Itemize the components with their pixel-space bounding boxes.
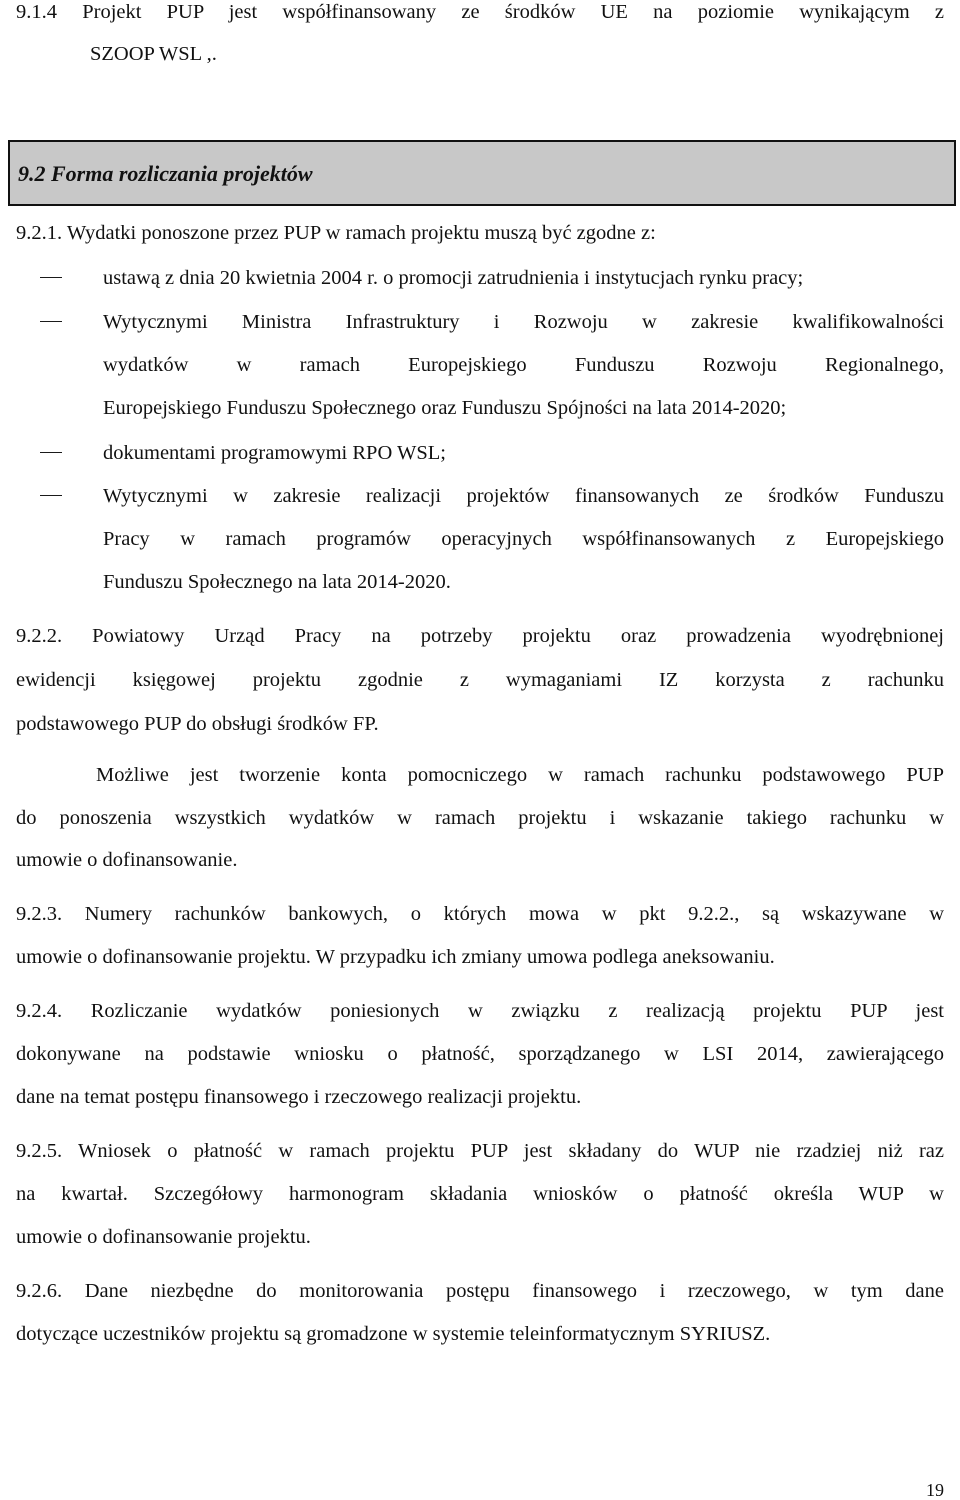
text-line: podstawowego PUP do obsługi środków FP. [16,713,379,735]
text-line: umowie o dofinansowanie. [16,849,238,871]
text-line: 9.2.5. Wniosek o płatność w ramach projektu PUP jest składany do WUP nie rzadziej niż raz [16,1140,944,1162]
dash-bullet [40,452,62,453]
bullet-text: dokumentami programowymi RPO WSL; [103,442,446,464]
text-line: 9.2.6. Dane niezbędne do monitorowania postępu finansowego i rzeczowego, w tym dane [16,1280,944,1302]
text-line: dane na temat postępu finansowego i rzeczowego realizacji projektu. [16,1086,582,1108]
bullet-text: Europejskiego Funduszu Społecznego oraz Funduszu Spójności na lata 2014-2020; [103,397,787,419]
bullet-text: Wytycznymi Ministra Infrastruktury i Rozwoju w zakresie kwalifikowalności [103,311,944,333]
bullet-text: Wytycznymi w zakresie realizacji projektów finansowanych ze środków Funduszu [103,485,944,507]
section-title: 9.2 Forma rozliczania projektów [18,161,313,186]
bullet-text: Funduszu Społecznego na lata 2014-2020. [103,571,451,593]
text-line: ewidencji księgowej projektu zgodnie z wymaganiami IZ korzysta z rachunku [16,669,944,691]
text-line: SZOOP WSL ,. [90,43,217,65]
dash-bullet [40,277,62,278]
text-line: 9.2.3. Numery rachunków bankowych, o których mowa w pkt 9.2.2., są wskazywane w [16,903,944,925]
page-number: 19 [926,1480,944,1500]
text-line: do ponoszenia wszystkich wydatków w ramach projektu i wskazanie takiego rachunku w [16,807,944,829]
dash-bullet [40,321,62,322]
text-line: 9.2.4. Rozliczanie wydatków poniesionych w związku z realizacją projektu PUP jest [16,1000,944,1022]
dash-bullet [40,495,62,496]
text-line: 9.2.2. Powiatowy Urząd Pracy na potrzeby projektu oraz prowadzenia wyodrębnionej [16,625,944,647]
bullet-text: Pracy w ramach programów operacyjnych współfinansowanych z Europejskiego [103,528,944,550]
bullet-text: ustawą z dnia 20 kwietnia 2004 r. o promocji zatrudnienia i instytucjach rynku pracy; [103,267,804,289]
text-line: dokonywane na podstawie wniosku o płatność, sporządzanego w LSI 2014, zawierającego [16,1043,944,1065]
text-line: umowie o dofinansowanie projektu. W przypadku ich zmiany umowa podlega aneksowaniu. [16,946,775,968]
text-line: na kwartał. Szczegółowy harmonogram składania wniosków o płatność określa WUP w [16,1183,944,1205]
paragraph-heading: 9.2.1. Wydatki ponoszone przez PUP w ramach projektu muszą być zgodne z: [16,222,656,244]
text-line: Możliwe jest tworzenie konta pomocniczego w ramach rachunku podstawowego PUP [96,764,944,786]
text-line: umowie o dofinansowanie projektu. [16,1226,311,1248]
text-line: dotyczące uczestników projektu są gromadzone w systemie teleinformatycznym SYRIUSZ. [16,1323,771,1345]
text-line: 9.1.4 Projekt PUP jest współfinansowany ze środków UE na poziomie wynikającym z [16,1,944,23]
bullet-text: wydatków w ramach Europejskiego Funduszu Rozwoju Regionalnego, [103,354,944,376]
section-heading-box [8,140,956,206]
